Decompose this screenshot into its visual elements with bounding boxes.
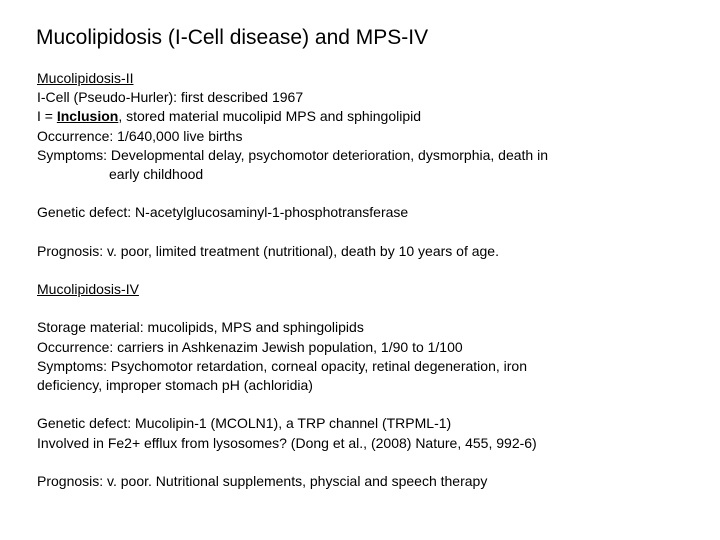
symptoms-iv-line1: Symptoms: Psychomotor retardation, corneal opacity, retinal degeneration, iron [37, 357, 527, 374]
occurrence-ii: Occurrence: 1/640,000 live births [37, 127, 243, 144]
genetic-defect-ii: Genetic defect: N-acetylglucosaminyl-1-phosphotransferase [37, 204, 409, 221]
symptoms-ii-line2: early childhood [109, 165, 204, 182]
slide-body [37, 69, 677, 491]
slide-title: Mucolipidosis (I-Cell disease) and MPS-IV [36, 26, 429, 49]
storage-material-iv: Storage material: mucolipids, MPS and sphingolipids [37, 319, 364, 336]
spacer [37, 261, 677, 280]
genetic-defect-iv: Genetic defect: Mucolipin-1 (MCOLN1), a TRP channel (TRPML-1) [37, 415, 452, 432]
inclusion-word: Inclusion [56, 108, 119, 125]
inclusion-line [37, 107, 677, 126]
inclusion-rest: , stored material mucolipid MPS and sphingolipid [118, 108, 422, 125]
spacer [37, 395, 677, 414]
inclusion-prefix: I = [37, 108, 57, 125]
icell-description: I-Cell (Pseudo-Hurler): first described 1967 [37, 89, 304, 106]
spacer [37, 223, 677, 242]
spacer [37, 184, 677, 203]
occurrence-iv: Occurrence: carriers in Ashkenazim Jewish population, 1/90 to 1/100 [37, 338, 463, 355]
section-heading-mucolipidosis-iv: Mucolipidosis-IV [37, 281, 139, 298]
prognosis-iv: Prognosis: v. poor. Nutritional supplements, physcial and speech therapy [37, 472, 488, 489]
symptoms-iv-line2: deficiency, improper stomach pH (achloridia) [37, 377, 313, 393]
prognosis-ii: Prognosis: v. poor, limited treatment (nutritional), death by 10 years of age. [37, 242, 499, 259]
symptoms-ii-line1: Symptoms: Developmental delay, psychomotor deterioration, dysmorphia, death in [37, 146, 548, 163]
spacer [37, 299, 677, 318]
spacer [37, 453, 677, 472]
section-heading-mucolipidosis-ii: Mucolipidosis-II [37, 70, 134, 86]
involved-iv: Involved in Fe2+ efflux from lysosomes? (Dong et al., (2008) Nature, 455, 992-6) [37, 434, 537, 451]
